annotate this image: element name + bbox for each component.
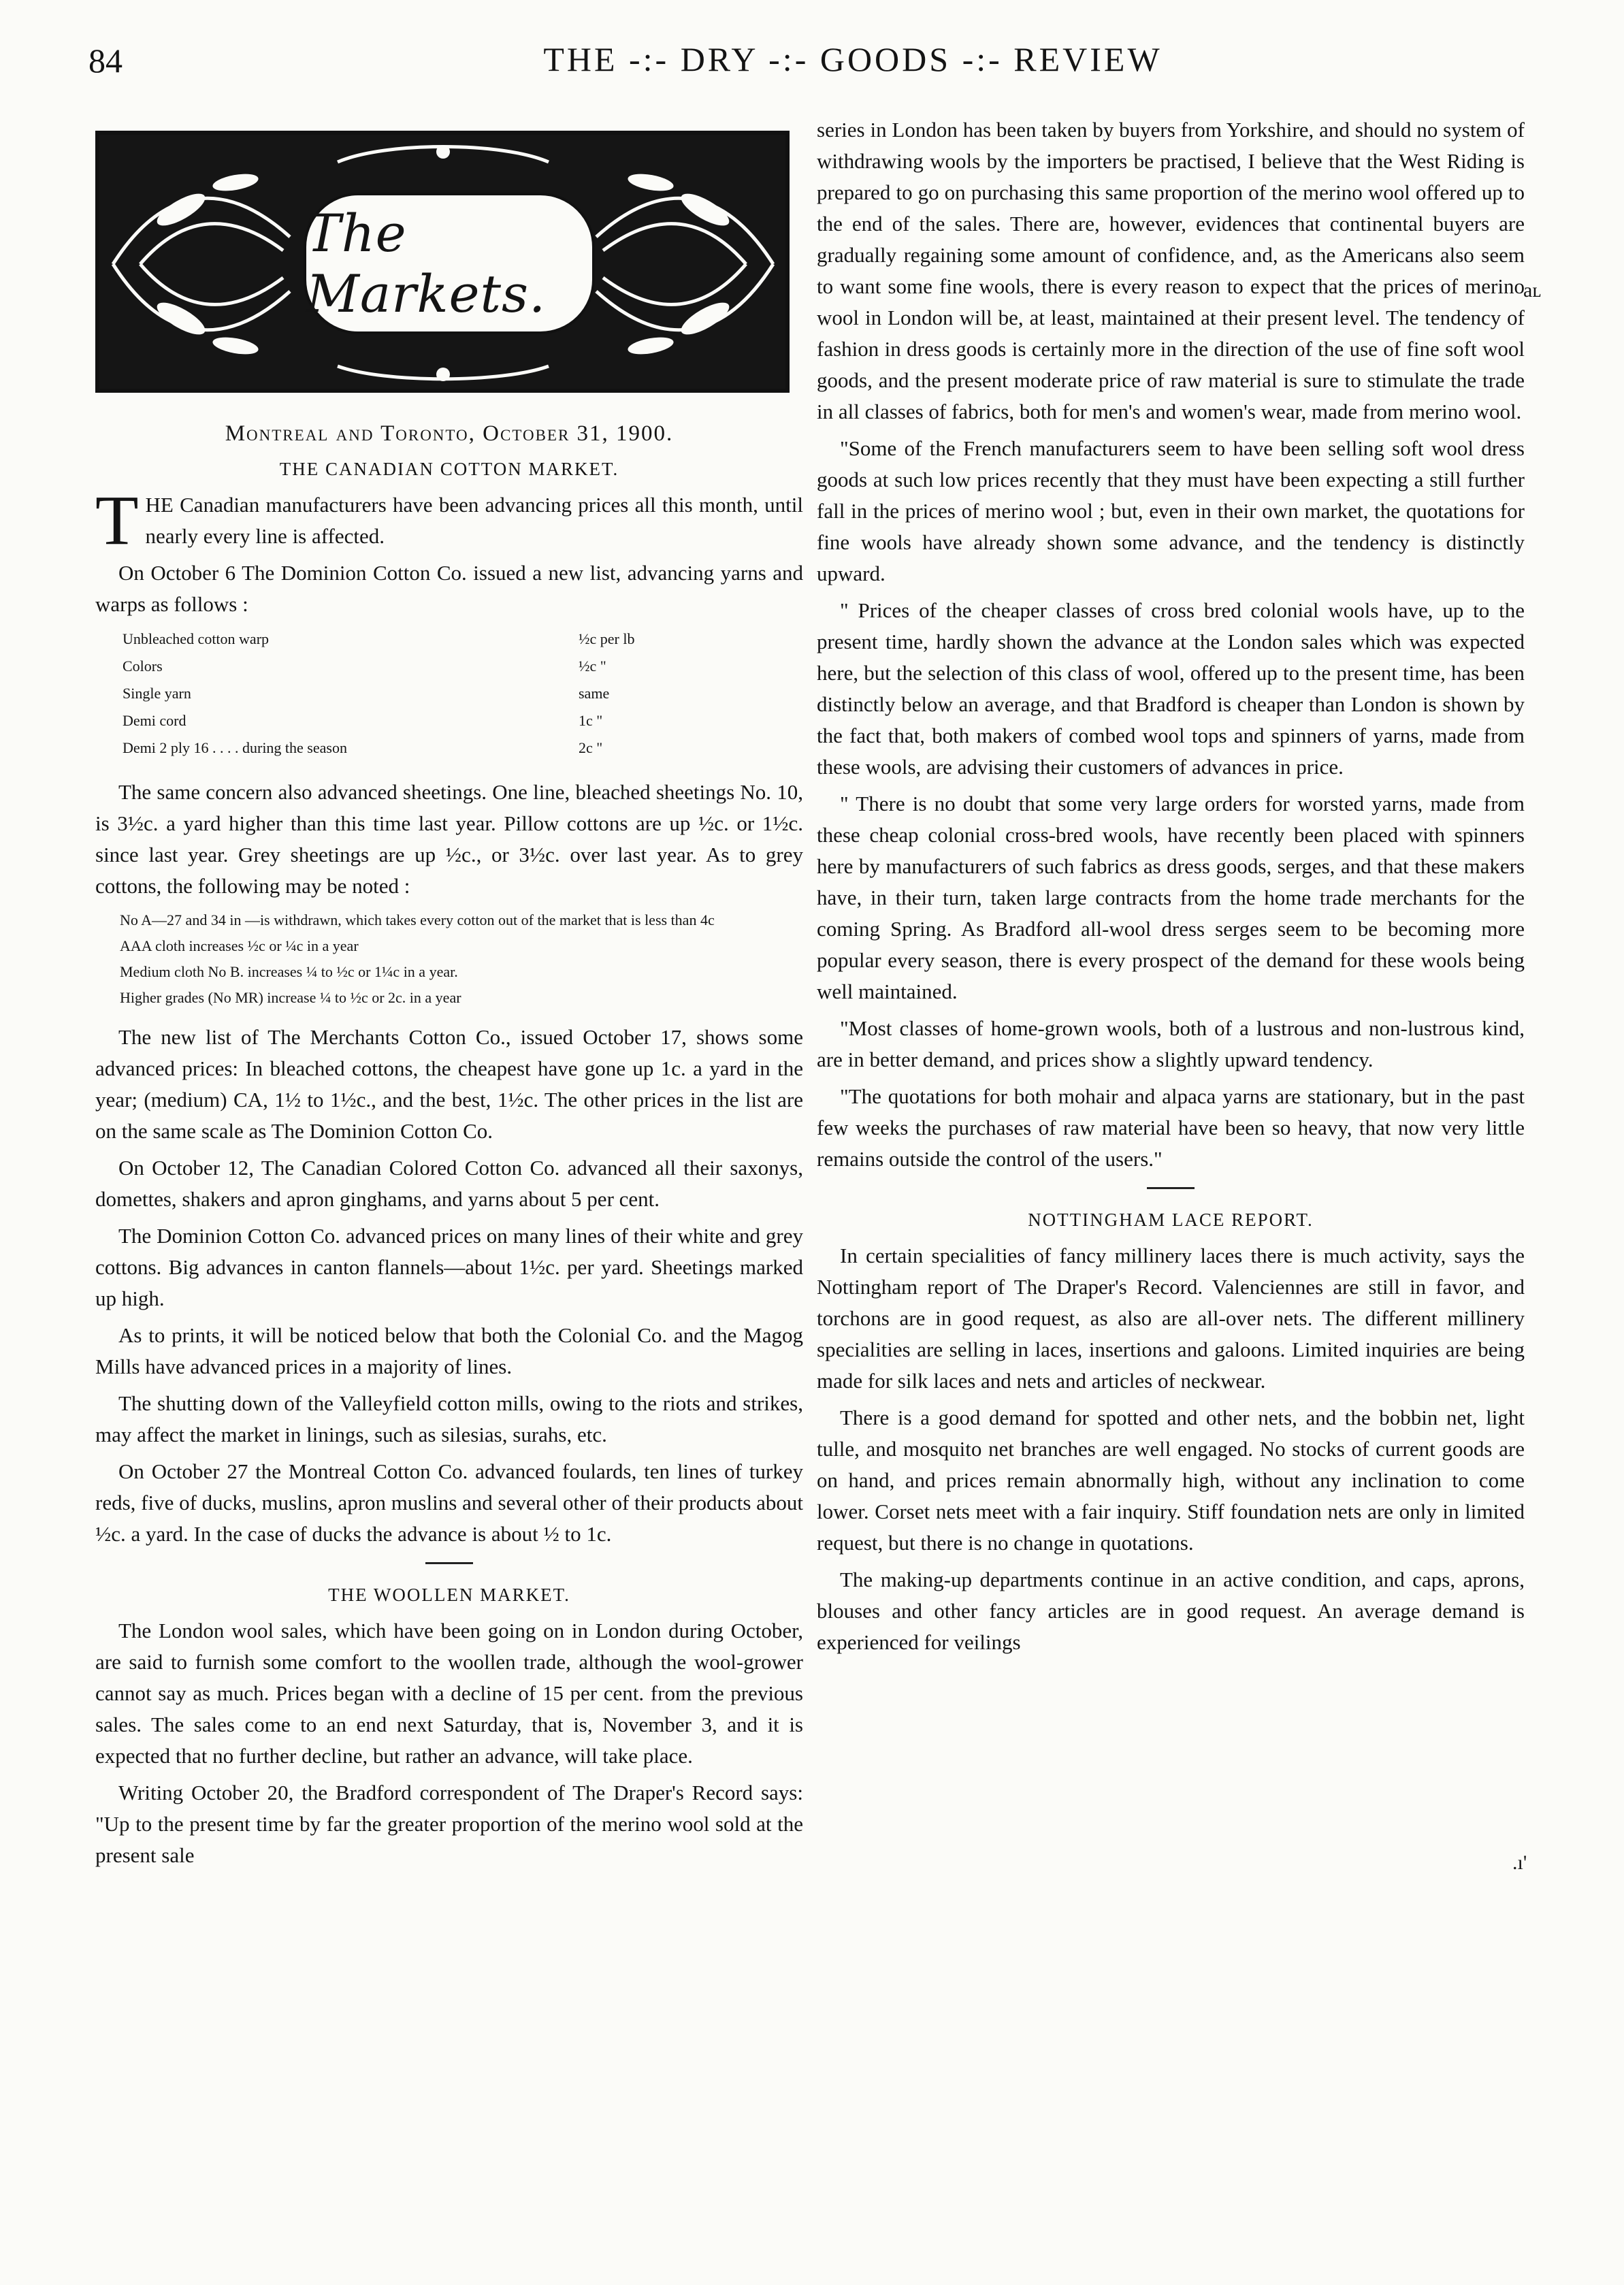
right-column — [817, 114, 1525, 1664]
yarn-price-list — [123, 626, 756, 762]
woollen-p3: "Some of the French manufacturers seem to have been selling soft wool dress goods at such low prices recently that they must have been expecting a still further fall in the prices of merino wool ; but, even in their own market, the quotations for fine wools have already shown some advance, and the tendency is distinctly upward. — [817, 436, 1525, 585]
cotton-p6: The Dominion Cotton Co. advanced prices on many lines of their white and grey cottons. Big advances in canton flannels—about 1½c. per yard. Sheetings marked up high. — [95, 1224, 803, 1310]
woollen-heading: THE WOOLLEN MARKET. — [328, 1585, 570, 1605]
drop-cap: T — [95, 481, 139, 560]
price-label: Demi 2 ply 16 . . . . during the season — [123, 739, 347, 756]
price-value: same — [579, 685, 610, 702]
price-row — [123, 707, 756, 734]
cotton-intro — [95, 481, 803, 560]
price-row — [123, 626, 756, 653]
price-value: 2c " — [579, 739, 603, 756]
section-divider — [1147, 1187, 1195, 1189]
cotton-p7: As to prints, it will be noticed below that both the Colonial Co. and the Magog Mills have advanced prices in a majority of lines. — [95, 1323, 803, 1378]
running-head: THE -:- DRY -:- GOODS -:- REVIEW — [543, 40, 1163, 78]
cotton-heading: THE CANADIAN COTTON MARKET. — [279, 459, 619, 479]
cotton-p2: On October 6 The Dominion Cotton Co. issued a new list, advancing yarns and warps as follows : — [95, 561, 803, 616]
lace-p3: The making-up departments continue in an active condition, and caps, aprons, blouses and other fancy articles are in good request. An average demand is experienced for veilings — [817, 1568, 1525, 1654]
left-column — [95, 116, 803, 1877]
list-item: AAA cloth increases ½c or ¼c in a year — [120, 937, 359, 954]
woollen-p5: " There is no doubt that some very large orders for worsted yarns, made from these cheap colonial cross-bred wools, have recently been placed with spinners here by manufacturers of such fabrics as dress goods, serges, and that these makers have, in their turn, taken large contracts from the home trade merchants for the coming Spring. As Bradford all-wool dress serges seem to be becoming more popular every season, there is every prospect of the demand for these wools being well maintained. — [817, 792, 1525, 1003]
price-row — [123, 680, 756, 707]
cotton-p3: The same concern also advanced sheetings. One line, bleached sheetings No. 10, is 3½c. a yard higher than this time last year. Pillow cottons are up ½c. or 1½c. since last year. Grey sheetings are up ½c., or 3½c. over last year. As to grey cottons, the following may be noted : — [95, 780, 803, 898]
lace-heading: NOTTINGHAM LACE REPORT. — [1028, 1210, 1314, 1230]
woollen-p4: " Prices of the cheaper classes of cross bred colonial wools have, up to the present time, hardly shown the advance at the London sales which was expected here, but the selection of this class of wool, offered up to the present time, has been distinctly below an average, and that Bradford is cheaper than London is shown by the fact that, both makers of combed wool tops and spinners of yarns, made from these wools, are advising their customers of advances in price. — [817, 598, 1525, 779]
price-value: 1c " — [579, 712, 603, 729]
list-item: Higher grades (No MR) increase ¼ to ½c or 2c. in a year — [120, 989, 461, 1006]
cotton-p8: The shutting down of the Valleyfield cotton mills, owing to the riots and strikes, may affect the market in linings, such as silesias, surahs, etc. — [95, 1391, 803, 1446]
price-value: ½c per lb — [579, 630, 635, 647]
page-number: 84 — [88, 42, 123, 80]
list-item: Medium cloth No B. increases ¼ to ½c or 1¼c in a year. — [120, 963, 458, 980]
markets-banner — [95, 131, 790, 393]
cotton-p4: The new list of The Merchants Cotton Co., issued October 17, shows some advanced prices: In bleached cottons, the cheapest have gone up 1c. a yard in the year; (medium) CA, 1½ to 1½c., and the best, 1½c. The other prices in the list are on the same scale as The Dominion Cotton Co. — [95, 1025, 803, 1143]
list-item: No A—27 and 34 in —is withdrawn, which takes every cotton out of the market that is less than 4c — [120, 911, 715, 928]
dateline: Montreal and Toronto, October 31, 1900. — [225, 421, 674, 446]
price-value: ½c " — [579, 658, 606, 675]
cotton-p9: On October 27 the Montreal Cotton Co. advanced foulards, ten lines of turkey reds, five of ducks, muslins, apron muslins and several other of their products about ½c. a yard. In the case of ducks the advance is about ½ to 1c. — [95, 1459, 803, 1546]
lace-p2: There is a good demand for spotted and other nets, and the bobbin net, light tulle, and mosquito net branches are well engaged. No stocks of current goods are on hand, and prices remain abnormally high, without any inclination to come lower. Corset nets meet with a fair inquiry. Stiff foundation nets are only in limited request, but there is no change in quotations. — [817, 1406, 1525, 1555]
margin-mark: aʟ — [1523, 279, 1542, 302]
price-label: Single yarn — [123, 685, 191, 702]
price-row — [123, 653, 756, 680]
woollen-p1: The London wool sales, which have been going on in London during October, are said to furnish some comfort to the woollen trade, although the wool-grower cannot say as much. Prices began with a decline of 15 per cent. from the previous sales. The sales come to an end next Saturday, that is, November 3, and it is expected that no further decline, but rather an advance, will take place. — [95, 1619, 803, 1768]
cotton-p5: On October 12, The Canadian Colored Cotton Co. advanced all their saxonys, domettes, shakers and apron ginghams, and yarns about 5 per cent. — [95, 1156, 803, 1211]
price-label: Unbleached cotton warp — [123, 630, 270, 647]
margin-mark: .ı' — [1512, 1851, 1527, 1874]
lace-p1: In certain specialities of fancy millinery laces there is much activity, says the Nottingham report of The Draper's Record. Valenciennes are still in favor, and torchons are in good request, as also are all-over nets. The different millinery specialities are selling in laces, insertions and galoons. Limited inquiries are being made for silk laces and nets and articles of neckwear. — [817, 1244, 1525, 1393]
grey-cotton-list — [120, 907, 803, 1011]
woollen-p2-continued: series in London has been taken by buyers from Yorkshire, and should no system of withdrawing wools by the importers be practised, I believe that the West Riding is prepared to go on purchasing this same proportion of the merino wool offered up to the end of the sales. There are, however, evidences that continental buyers are gradually regaining some amount of confidence, and, as the Americans also seem to want some fine wools, there is every reason to expect that the prices of merino wool in London will be, at least, maintained at their present level. The tendency of fashion in dress goods is certainly more in the direction of the use of fine soft wool goods, and the present moderate price of raw material is sure to stimulate the trade in all classes of fabrics, both for men's and women's wear, made from merino wool. — [817, 118, 1525, 423]
cotton-intro-text: HE Canadian manufacturers have been advancing prices all this month, until nearly every line is affected. — [145, 493, 803, 548]
woollen-p2: Writing October 20, the Bradford correspondent of The Draper's Record says: "Up to the present time by far the greater proportion of the merino wool sold at the present sale — [95, 1781, 803, 1867]
woollen-p6: "Most classes of home-grown wools, both of a lustrous and non-lustrous kind, are in better demand, and prices show a slightly upward tendency. — [817, 1016, 1525, 1071]
banner-title: The Markets. — [304, 193, 595, 334]
price-label: Demi cord — [123, 712, 186, 729]
section-divider — [425, 1562, 473, 1564]
woollen-p7: "The quotations for both mohair and alpaca yarns are stationary, but in the past few weeks the purchases of raw material have been so heavy, that now very little remains outside the control of the users." — [817, 1084, 1525, 1171]
price-label: Colors — [123, 658, 163, 675]
price-row — [123, 734, 756, 762]
